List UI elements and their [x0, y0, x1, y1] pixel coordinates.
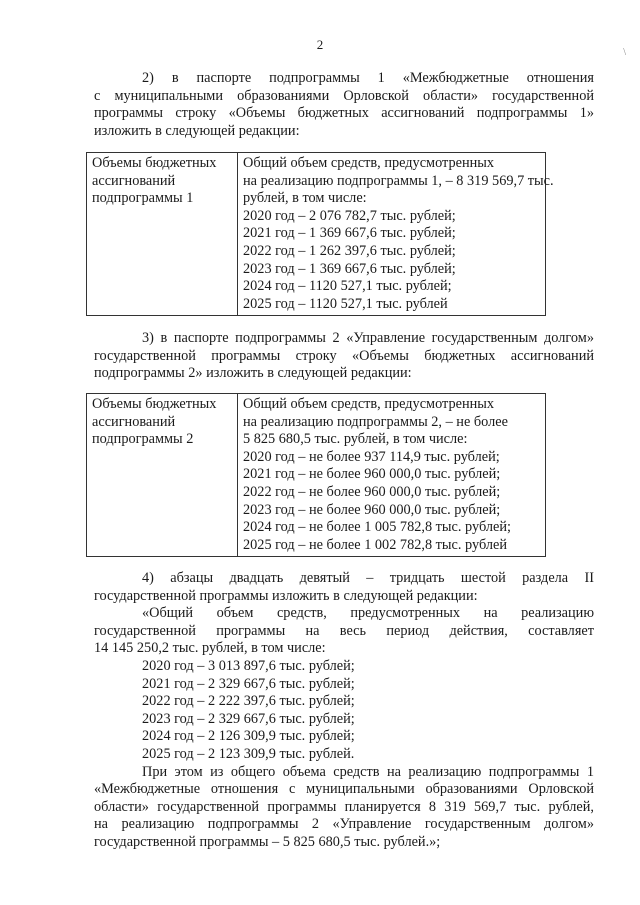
value-line: Общий объем средств, предусмотренных	[243, 396, 495, 412]
year-line: 2023 год – 2 329 667,6 тыс. рублей;	[142, 710, 355, 727]
corner-mark: \	[623, 47, 626, 58]
value-line: 2024 год – 1120 527,1 тыс. рублей;	[243, 278, 452, 295]
value-line: 2022 год – 1 262 397,6 тыс. рублей;	[243, 242, 456, 259]
value-line: 2021 год – 1 369 667,6 тыс. рублей;	[243, 225, 456, 242]
value-line: 2025 год – 1120 527,1 тыс. рублей	[243, 295, 448, 312]
year-line: 2021 год – 2 329 667,6 тыс. рублей;	[142, 675, 355, 692]
value-line: рублей, в том числе:	[243, 190, 367, 207]
text-line: «Общий объем средств, предусмотренных на реализацию	[142, 605, 594, 622]
year-line: 2025 год – 2 123 309,9 тыс. рублей.	[142, 745, 355, 762]
table-label-cell	[87, 153, 238, 316]
text-line: подпрограммы 2» изложить в следующей редакции:	[94, 365, 412, 382]
item-2-paragraph	[94, 70, 594, 140]
value-line: 2025 год – не более 1 002 782,8 тыс. рублей	[243, 536, 507, 553]
value-line: 2023 год – не более 960 000,0 тыс. рублей;	[243, 501, 501, 518]
year-line: 2022 год – 2 222 397,6 тыс. рублей;	[142, 693, 355, 710]
text-line: При этом из общего объема средств на реализацию подпрограммы 1	[142, 763, 594, 780]
value-line: 2021 год – не более 960 000,0 тыс. рублей;	[243, 466, 501, 483]
text-line: государственной программы изложить в следующей редакции:	[94, 587, 478, 604]
label-line: подпрограммы 2	[92, 431, 194, 448]
value-line: 2020 год – не более 937 114,9 тыс. рублей;	[243, 448, 500, 465]
text-line: 4) абзацы двадцать девятый – тридцать шестой раздела II	[142, 570, 594, 586]
table-value-cell	[238, 153, 554, 316]
label-line: ассигнований	[92, 413, 176, 430]
value-line: 5 825 680,5 тыс. рублей, в том числе:	[243, 431, 468, 448]
text-line: с муниципальными образованиями Орловской области» государственной	[94, 87, 594, 104]
label-line: Объемы бюджетных	[92, 155, 217, 171]
table-value-cell	[238, 394, 546, 557]
text-line: 2) в паспорте подпрограммы 1 «Межбюджетные отношения	[142, 70, 594, 86]
text-line: области» государственной программы планируется 8 319 569,7 тыс. рублей,	[94, 798, 594, 815]
year-line: 2024 год – 2 126 309,9 тыс. рублей;	[142, 728, 355, 745]
page-number: 2	[316, 37, 324, 52]
text-line: государственной программы – 5 825 680,5 тыс. рублей.»;	[94, 833, 441, 850]
subprogram-2-budget-table	[86, 393, 546, 557]
text-line: на реализацию подпрограммы 2 «Управление государственным долгом»	[94, 816, 594, 833]
value-line: 2022 год – не более 960 000,0 тыс. рублей;	[243, 483, 501, 500]
subprogram-1-budget-table	[86, 152, 554, 316]
value-line: на реализацию подпрограммы 1, – 8 319 569,7 тыс.	[243, 172, 554, 189]
value-line: 2024 год – не более 1 005 782,8 тыс. рублей;	[243, 519, 511, 536]
item-4-paragraph	[94, 570, 594, 852]
text-line: изложить в следующей редакции:	[94, 122, 300, 139]
label-line: Объемы бюджетных	[92, 396, 217, 412]
text-line: 14 145 250,2 тыс. рублей, в том числе:	[94, 640, 326, 657]
label-line: подпрограммы 1	[92, 190, 194, 207]
value-line: Общий объем средств, предусмотренных	[243, 155, 495, 171]
text-line: государственной программы на весь период действия, составляет	[94, 622, 594, 639]
text-line: программы строку «Объемы бюджетных ассигнований подпрограммы 1»	[94, 105, 594, 122]
text-line: «Межбюджетные отношения с муниципальными образованиями Орловской	[94, 781, 594, 798]
value-line: 2023 год – 1 369 667,6 тыс. рублей;	[243, 260, 456, 277]
table-label-cell	[87, 394, 238, 557]
item-3-paragraph	[94, 330, 594, 383]
year-line: 2020 год – 3 013 897,6 тыс. рублей;	[142, 657, 355, 674]
text-line: государственной программы строку «Объемы бюджетных ассигнований	[94, 347, 594, 364]
value-line: на реализацию подпрограммы 2, – не более	[243, 413, 508, 430]
text-line: 3) в паспорте подпрограммы 2 «Управление государственным долгом»	[142, 330, 594, 346]
value-line: 2020 год – 2 076 782,7 тыс. рублей;	[243, 207, 456, 224]
label-line: ассигнований	[92, 172, 176, 189]
